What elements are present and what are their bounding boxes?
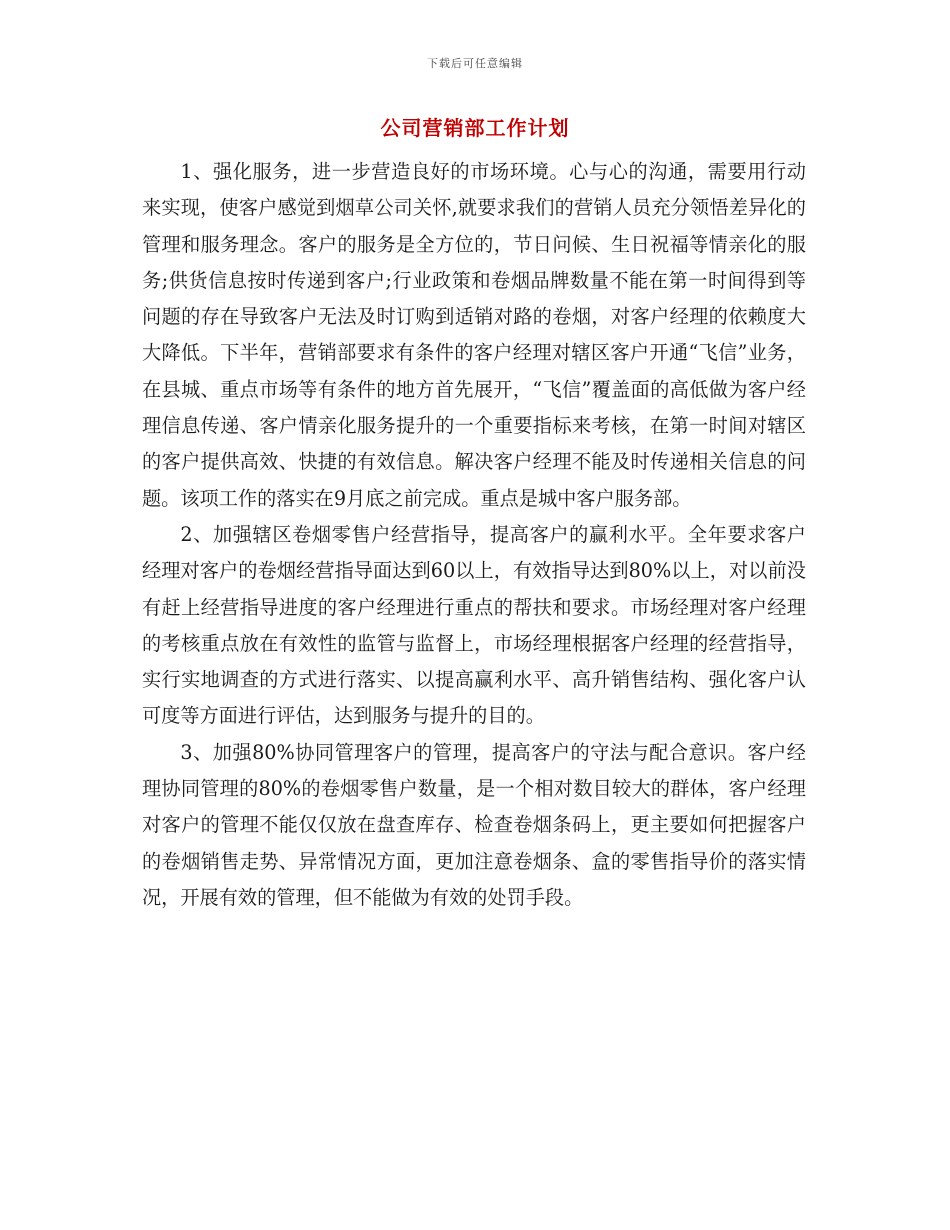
paragraph-3: 3、加强80%协同管理客户的管理，提高客户的守法与配合意识。客户经理协同管理的80%的卷烟零售户数量，是一个相对数目较大的群体，客户经理对客户的管理不能仅仅放在盘查库存、检查卷烟条码上，更主要如何把握客户的卷烟销售走势、异常情况方面，更加注意卷烟条、盒的零售指导价的落实情况，开展有效的管理，但不能做为有效的处罚手段。 bbox=[142, 740, 806, 909]
document-body bbox=[142, 154, 806, 916]
page-header-note: 下载后可任意编辑 bbox=[427, 57, 523, 70]
paragraph-2: 2、加强辖区卷烟零售户经营指导，提高客户的赢利水平。全年要求客户经理对客户的卷烟经营指导面达到60以上，有效指导达到80%以上，对以前没有赶上经营指导进度的客户经理进行重点的帮扶和要求。市场经理对客户经理的考核重点放在有效性的监管与监督上，市场经理根据客户经理的经营指导，实行实地调查的方式进行落实、以提高赢利水平、高升销售结构、强化客户认可度等方面进行评估，达到服务与提升的目的。 bbox=[142, 522, 806, 728]
paragraph-1: 1、强化服务，进一步营造良好的市场环境。心与心的沟通，需要用行动来实现，使客户感觉到烟草公司关怀,就要求我们的营销人员充分领悟差异化的管理和服务理念。客户的服务是全方位的，节日问候、生日祝福等情亲化的服务;供货信息按时传递到客户;行业政策和卷烟品牌数量不能在第一时间得到等问题的存在导致客户无法及时订购到适销对路的卷烟，对客户经理的依赖度大大降低。下半年，营销部要求有条件的客户经理对辖区客户开通“飞信”业务，在县城、重点市场等有条件的地方首先展开，“飞信”覆盖面的高低做为客户经理信息传递、客户情亲化服务提升的一个重要指标来考核，在第一时间对辖区的客户提供高效、快捷的有效信息。解决客户经理不能及时传递相关信息的问题。该项工作的落实在9月底之前完成。重点是城中客户服务部。 bbox=[142, 160, 806, 510]
document-title: 公司营销部工作计划 bbox=[380, 116, 570, 140]
